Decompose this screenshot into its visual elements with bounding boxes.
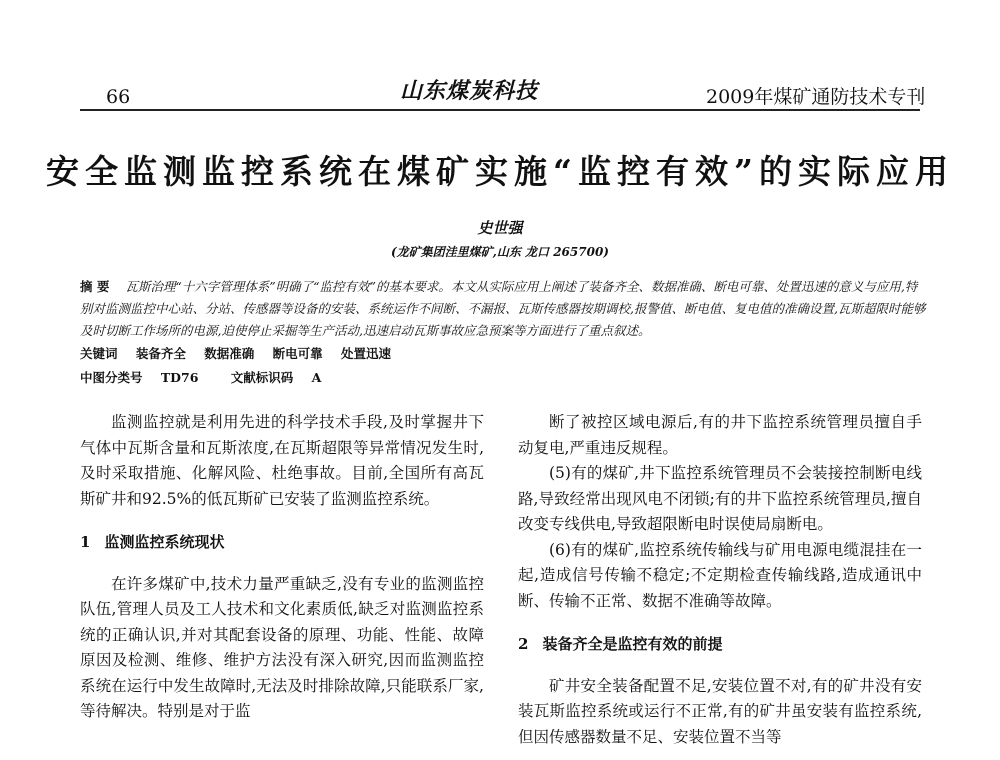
- abstract-text: 瓦斯治理“十六字管理体系”明确了“监控有效”的基本要求。本文从实际应用上阐述了装备齐全、数据准确、断电可靠、处置迅速的意义与应用,特别对监测监控中心站、分站、传感器等设备的安装、系统运作不间断、不漏报、瓦斯传感器按期调校,报警值、断电值、复电值的准确设置,瓦斯超限时能够及时切断工作场所的电源,迫使停止采掘等生产活动,迅速启动瓦斯事故应急预案等方面进行了重点叙述。: [80, 279, 926, 338]
- classification-line: [80, 368, 335, 386]
- issue-title: 2009年煤矿通防技术专刊: [706, 86, 926, 108]
- page-number: 66: [106, 86, 131, 108]
- affiliation: (龙矿集团洼里煤矿,山东 龙口 265700): [391, 245, 609, 259]
- left-column: [80, 410, 484, 725]
- section-2-paragraph: 矿井安全装备配置不足,安装位置不对,有的矿井没有安装瓦斯监控系统或运行不正常,有的矿井虽安装有监控系统,但因传感器数量不足、安装位置不当等: [518, 676, 922, 746]
- continued-paragraph: 断了被控区域电源后,有的井下监控系统管理员擅自手动复电,严重违反规程。: [518, 413, 922, 457]
- journal-name: 山东煤炭科技: [400, 78, 539, 104]
- section-2-number: 2: [518, 635, 529, 653]
- doc-code-value: A: [311, 370, 322, 385]
- keyword: 断电可靠: [272, 346, 323, 361]
- author: 史世强: [477, 219, 523, 237]
- section-1-heading: [80, 530, 484, 556]
- section-1-paragraph: 在许多煤矿中,技术力量严重缺乏,没有专业的监测监控队伍,管理人员及工人技术和文化素质低,缺乏对监测监控系统的正确认识,并对其配套设备的原理、功能、性能、故障原因及检测、维修、维护方法没有深入研究,因而监测监控系统在运行中发生故障时,无法及时排除故障,只能联系厂家,等待解决。特别是对于监: [80, 574, 484, 720]
- doc-code-label: 文献标识码: [230, 370, 294, 385]
- clc-value: TD76: [160, 370, 199, 385]
- abstract: [80, 276, 926, 342]
- keywords-label: 关键词: [80, 346, 118, 361]
- keyword: 处置迅速: [341, 346, 392, 361]
- item-5-paragraph: (5)有的煤矿,井下监控系统管理员不会装接控制断电线路,导致经常出现风电不闭锁;有的井下监控系统管理员,擅自改变专线供电,导致超限断电时误使局扇断电。: [518, 464, 922, 533]
- section-2-title: 装备齐全是监控有效的前提: [542, 635, 723, 653]
- abstract-label: 摘 要: [80, 279, 110, 294]
- keyword: 数据准确: [204, 346, 255, 361]
- intro-paragraph: 监测监控就是利用先进的科学技术手段,及时掌握井下气体中瓦斯含量和瓦斯浓度,在瓦斯超限等异常情况发生时,及时采取措施、化解风险、杜绝事故。目前,全国所有高瓦斯矿井和92.5%的低瓦斯矿已安装了监测监控系统。: [80, 413, 484, 508]
- right-column: [518, 410, 922, 750]
- keyword: 装备齐全: [135, 346, 186, 361]
- section-2-heading: [518, 632, 922, 658]
- item-6-paragraph: (6)有的煤矿,监控系统传输线与矿用电源电缆混挂在一起,造成信号传输不稳定;不定期检查传输线路,造成通讯中断、传输不正常、数据不准确等故障。: [518, 540, 922, 610]
- header-rule: [80, 109, 920, 111]
- section-1-title: 监测监控系统现状: [104, 533, 225, 551]
- article-title: 安全监测监控系统在煤矿实施“监控有效”的实际应用: [46, 152, 954, 191]
- clc-label: 中图分类号: [80, 370, 143, 385]
- section-1-number: 1: [80, 533, 91, 551]
- keywords-line: [80, 344, 405, 362]
